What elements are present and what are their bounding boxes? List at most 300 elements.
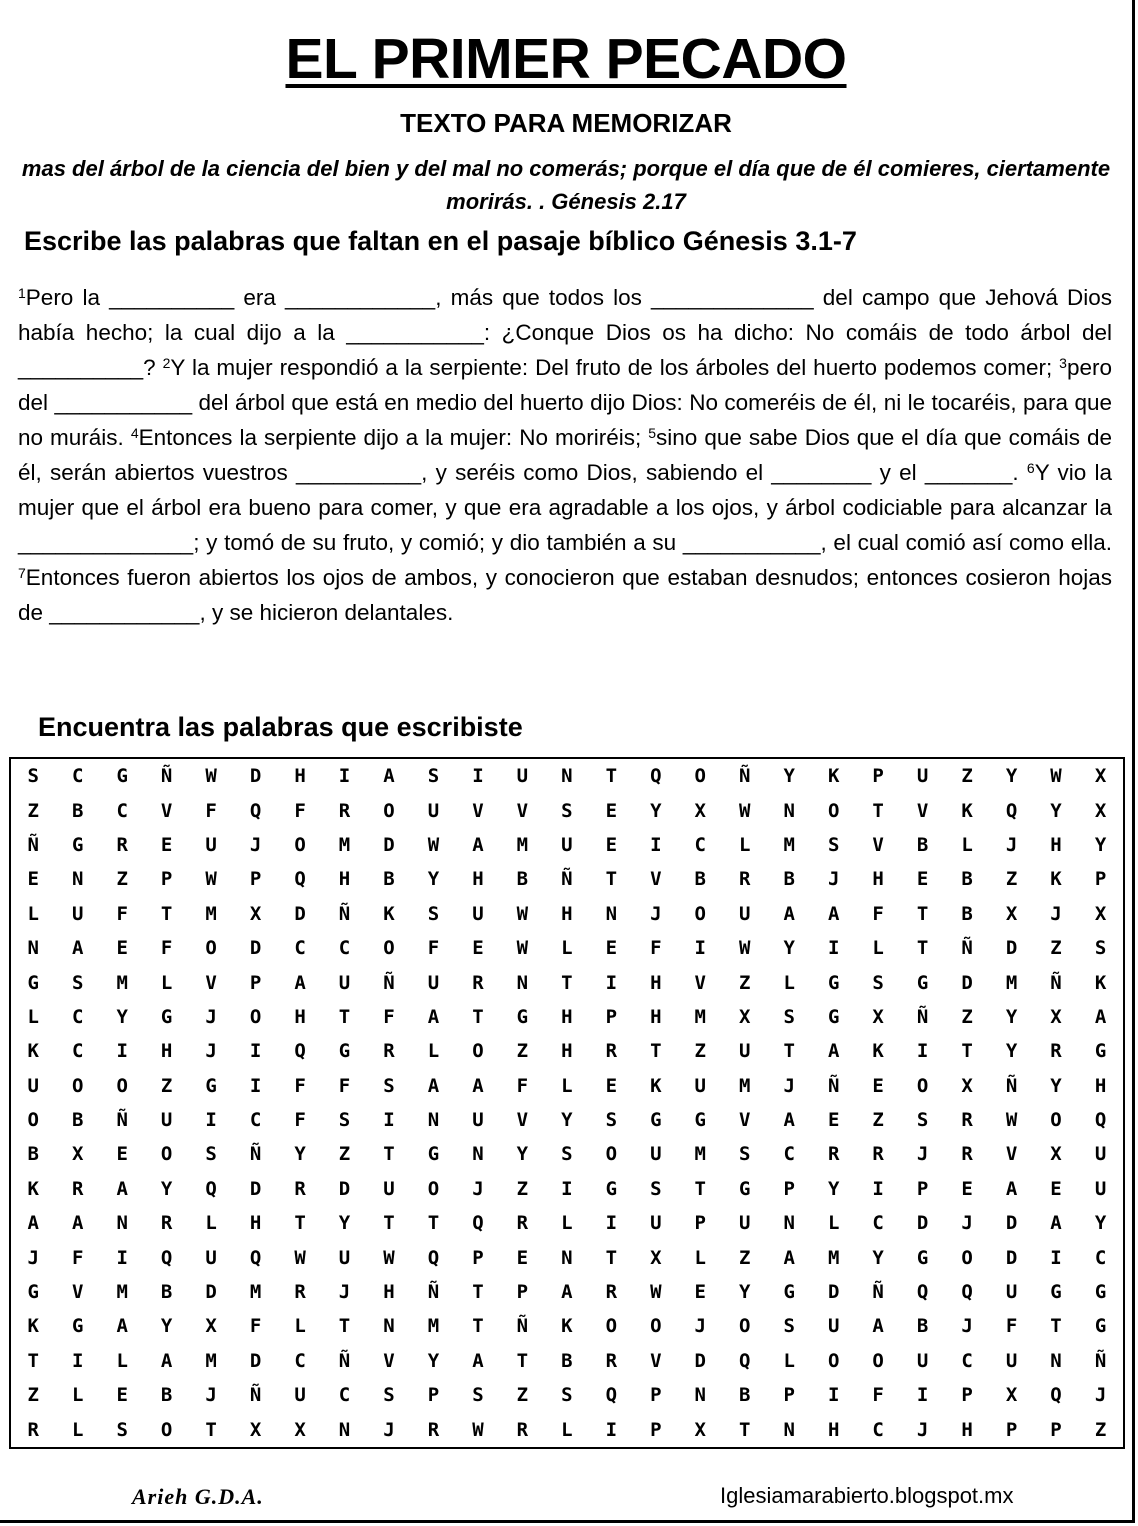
grid-letter[interactable]: Ñ [383,971,395,994]
grid-letter[interactable]: E [605,1074,618,1097]
grid-letter[interactable]: M [205,1349,217,1372]
grid-letter[interactable]: O [160,1418,173,1441]
grid-letter[interactable]: P [1050,1418,1062,1441]
grid-letter[interactable]: M [249,1281,262,1304]
grid-letter[interactable]: S [561,1384,573,1407]
grid-letter[interactable]: P [694,1212,706,1235]
grid-letter[interactable]: F [872,1384,884,1407]
grid-letter[interactable]: P [1005,1418,1018,1441]
grid-letter[interactable]: F [294,799,306,822]
grid-letter[interactable]: D [249,765,262,788]
grid-letter[interactable]: S [427,902,440,925]
grid-letter[interactable]: A [783,1246,795,1269]
grid-letter[interactable]: U [916,765,929,788]
grid-letter[interactable]: Y [1094,1212,1107,1235]
grid-letter[interactable]: M [205,902,217,925]
grid-letter[interactable]: Ñ [338,1349,351,1372]
grid-letter[interactable]: G [827,971,840,994]
grid-letter[interactable]: U [694,1074,706,1097]
grid-letter[interactable]: E [160,833,173,856]
grid-letter[interactable]: E [827,1109,840,1132]
grid-letter[interactable]: K [650,1074,662,1097]
grid-letter[interactable]: O [650,1315,662,1338]
grid-letter[interactable]: U [338,1246,351,1269]
grid-letter[interactable]: I [605,1212,618,1235]
grid-letter[interactable]: Ñ [1005,1074,1018,1097]
grid-letter[interactable]: C [338,1384,351,1407]
grid-letter[interactable]: Y [116,1005,128,1028]
grid-letter[interactable]: S [739,1143,751,1166]
grid-letter[interactable]: G [160,1005,173,1028]
grid-letter[interactable]: E [472,937,484,960]
grid-letter[interactable]: Ñ [872,1281,884,1304]
grid-letter[interactable]: A [1094,1005,1107,1028]
grid-letter[interactable]: P [961,1384,973,1407]
grid-letter[interactable]: V [1005,1143,1018,1166]
grid-letter[interactable]: R [71,1177,84,1200]
grid-letter[interactable]: U [1094,1143,1107,1166]
grid-letter[interactable]: Y [338,1212,351,1235]
grid-letter[interactable]: S [1094,937,1107,960]
grid-letter[interactable]: T [605,868,618,891]
grid-letter[interactable]: S [916,1109,929,1132]
grid-letter[interactable]: L [561,937,573,960]
grid-letter[interactable]: Q [294,1040,306,1063]
grid-letter[interactable]: V [739,1109,751,1132]
grid-letter[interactable]: T [1050,1315,1062,1338]
grid-letter[interactable]: T [205,1418,217,1441]
grid-letter[interactable]: X [249,1418,262,1441]
grid-letter[interactable]: T [472,1281,484,1304]
grid-letter[interactable]: V [472,799,484,822]
grid-letter[interactable]: S [605,1109,618,1132]
grid-letter[interactable]: R [160,1212,173,1235]
grid-letter[interactable]: L [71,1418,84,1441]
grid-letter[interactable]: P [872,765,884,788]
grid-letter[interactable]: C [961,1349,973,1372]
grid-letter[interactable]: G [1050,1281,1062,1304]
grid-letter[interactable]: L [694,1246,706,1269]
grid-letter[interactable]: Ñ [249,1143,262,1166]
grid-letter[interactable]: L [427,1040,440,1063]
grid-letter[interactable]: O [605,1315,618,1338]
grid-letter[interactable]: D [916,1212,929,1235]
grid-letter[interactable]: U [1094,1177,1107,1200]
grid-letter[interactable]: L [27,1005,39,1028]
grid-letter[interactable]: Q [472,1212,484,1235]
grid-letter[interactable]: C [294,1349,306,1372]
grid-letter[interactable]: Z [160,1074,173,1097]
grid-letter[interactable]: D [827,1281,840,1304]
grid-letter[interactable]: B [916,1315,929,1338]
grid-letter[interactable]: U [739,1212,751,1235]
grid-letter[interactable]: L [783,1349,795,1372]
grid-letter[interactable]: R [516,1418,529,1441]
grid-letter[interactable]: G [605,1177,618,1200]
grid-letter[interactable]: J [205,1384,217,1407]
grid-letter[interactable]: G [27,1281,39,1304]
grid-letter[interactable]: X [1005,1384,1018,1407]
grid-letter[interactable]: Z [739,1246,751,1269]
grid-letter[interactable]: X [872,1005,884,1028]
grid-letter[interactable]: R [338,799,351,822]
grid-letter[interactable]: R [605,1040,618,1063]
grid-letter[interactable]: U [561,833,573,856]
grid-letter[interactable]: A [472,1074,484,1097]
grid-letter[interactable]: M [116,971,128,994]
grid-letter[interactable]: Z [116,868,128,891]
grid-letter[interactable]: W [294,1246,306,1269]
grid-letter[interactable]: U [827,1315,840,1338]
grid-letter[interactable]: Z [1005,868,1018,891]
grid-letter[interactable]: J [916,1418,929,1441]
grid-letter[interactable]: V [383,1349,395,1372]
grid-letter[interactable]: E [116,1143,128,1166]
grid-letter[interactable]: Y [427,868,440,891]
grid-letter[interactable]: P [783,1384,795,1407]
grid-letter[interactable]: H [561,1040,573,1063]
grid-letter[interactable]: X [650,1246,662,1269]
grid-letter[interactable]: R [472,971,484,994]
grid-letter[interactable]: L [961,833,973,856]
grid-letter[interactable]: P [650,1384,662,1407]
grid-letter[interactable]: S [872,971,884,994]
grid-letter[interactable]: C [872,1418,884,1441]
grid-letter[interactable]: Q [605,1384,618,1407]
grid-letter[interactable]: D [294,902,306,925]
grid-letter[interactable]: V [205,971,217,994]
grid-letter[interactable]: Z [516,1040,529,1063]
grid-letter[interactable]: A [116,1177,128,1200]
grid-letter[interactable]: J [916,1143,929,1166]
grid-letter[interactable]: L [116,1349,128,1372]
grid-letter[interactable]: T [294,1212,306,1235]
grid-letter[interactable]: U [472,1109,484,1132]
grid-letter[interactable]: O [872,1349,884,1372]
grid-letter[interactable]: P [516,1281,529,1304]
grid-letter[interactable]: A [427,1074,440,1097]
grid-letter[interactable]: A [294,971,306,994]
grid-letter[interactable]: Q [739,1349,751,1372]
grid-letter[interactable]: J [694,1315,706,1338]
grid-letter[interactable]: G [650,1109,662,1132]
grid-letter[interactable]: O [249,1005,262,1028]
grid-letter[interactable]: C [783,1143,795,1166]
grid-letter[interactable]: Y [427,1349,440,1372]
grid-letter[interactable]: I [205,1109,217,1132]
grid-letter[interactable]: J [961,1212,973,1235]
grid-letter[interactable]: H [961,1418,973,1441]
grid-letter[interactable]: Q [1005,799,1018,822]
grid-letter[interactable]: U [160,1109,173,1132]
grid-letter[interactable]: I [872,1177,884,1200]
grid-letter[interactable]: T [516,1349,529,1372]
grid-letter[interactable]: N [561,765,573,788]
grid-letter[interactable]: E [116,937,128,960]
grid-letter[interactable]: Z [516,1384,529,1407]
grid-letter[interactable]: K [872,1040,884,1063]
grid-letter[interactable]: K [27,1177,39,1200]
grid-letter[interactable]: A [561,1281,573,1304]
grid-letter[interactable]: I [916,1384,929,1407]
grid-letter[interactable]: L [561,1418,573,1441]
grid-letter[interactable]: Y [1050,1074,1062,1097]
grid-letter[interactable]: K [383,902,395,925]
grid-letter[interactable]: E [27,868,39,891]
grid-letter[interactable]: T [961,1040,973,1063]
grid-letter[interactable]: G [916,971,929,994]
grid-letter[interactable]: G [116,765,128,788]
grid-letter[interactable]: X [71,1143,84,1166]
grid-letter[interactable]: N [694,1384,706,1407]
grid-letter[interactable]: A [383,765,395,788]
grid-letter[interactable]: D [1005,1212,1018,1235]
grid-letter[interactable]: P [916,1177,929,1200]
grid-letter[interactable]: I [71,1349,84,1372]
grid-letter[interactable]: H [1094,1074,1107,1097]
grid-letter[interactable]: U [427,799,440,822]
grid-letter[interactable]: Y [872,1246,884,1269]
grid-letter[interactable]: X [1094,765,1107,788]
grid-letter[interactable]: T [739,1418,751,1441]
grid-letter[interactable]: Ñ [116,1109,128,1132]
grid-letter[interactable]: U [338,971,351,994]
grid-letter[interactable]: Q [1094,1109,1107,1132]
grid-letter[interactable]: H [650,1005,662,1028]
grid-letter[interactable]: R [27,1418,39,1441]
grid-letter[interactable]: D [961,971,973,994]
grid-letter[interactable]: Ñ [516,1315,529,1338]
grid-letter[interactable]: N [27,937,39,960]
grid-letter[interactable]: M [694,1143,706,1166]
grid-letter[interactable]: H [472,868,484,891]
grid-letter[interactable]: D [1005,1246,1018,1269]
grid-letter[interactable]: T [338,1005,351,1028]
grid-letter[interactable]: V [650,868,662,891]
grid-letter[interactable]: I [338,765,351,788]
grid-letter[interactable]: O [27,1109,39,1132]
grid-letter[interactable]: O [294,833,306,856]
grid-letter[interactable]: C [71,765,84,788]
grid-letter[interactable]: I [472,765,484,788]
grid-letter[interactable]: K [1094,971,1107,994]
grid-letter[interactable]: S [472,1384,484,1407]
grid-letter[interactable]: U [427,971,440,994]
grid-letter[interactable]: M [116,1281,128,1304]
grid-letter[interactable]: Ñ [916,1005,929,1028]
grid-letter[interactable]: N [605,902,618,925]
grid-letter[interactable]: I [605,971,618,994]
grid-letter[interactable]: V [160,799,173,822]
grid-letter[interactable]: S [71,971,84,994]
grid-letter[interactable]: K [561,1315,573,1338]
grid-letter[interactable]: F [383,1005,395,1028]
grid-letter[interactable]: F [71,1246,84,1269]
grid-letter[interactable]: T [605,765,618,788]
grid-letter[interactable]: P [249,868,262,891]
grid-letter[interactable]: A [783,902,795,925]
grid-letter[interactable]: U [294,1384,306,1407]
grid-letter[interactable]: M [338,833,351,856]
grid-letter[interactable]: R [961,1109,973,1132]
grid-letter[interactable]: L [739,833,751,856]
grid-letter[interactable]: Z [872,1109,884,1132]
grid-letter[interactable]: E [961,1177,973,1200]
grid-letter[interactable]: Y [827,1177,840,1200]
grid-letter[interactable]: V [872,833,884,856]
grid-letter[interactable]: J [383,1418,395,1441]
grid-letter[interactable]: Q [160,1246,173,1269]
grid-letter[interactable]: R [739,868,751,891]
grid-letter[interactable]: A [472,1349,484,1372]
grid-letter[interactable]: H [650,971,662,994]
grid-letter[interactable]: O [160,1143,173,1166]
grid-letter[interactable]: J [472,1177,484,1200]
grid-letter[interactable]: Z [739,971,751,994]
grid-letter[interactable]: X [249,902,262,925]
grid-letter[interactable]: I [605,1418,618,1441]
grid-letter[interactable]: N [383,1315,395,1338]
grid-letter[interactable]: W [1050,765,1062,788]
grid-letter[interactable]: G [338,1040,351,1063]
grid-letter[interactable]: R [961,1143,973,1166]
grid-letter[interactable]: O [71,1074,84,1097]
grid-letter[interactable]: J [1005,833,1018,856]
grid-letter[interactable]: X [205,1315,217,1338]
grid-letter[interactable]: D [205,1281,217,1304]
grid-letter[interactable]: G [71,1315,84,1338]
grid-letter[interactable]: W [205,765,217,788]
grid-letter[interactable]: J [249,833,262,856]
grid-letter[interactable]: A [427,1005,440,1028]
grid-letter[interactable]: U [1005,1281,1018,1304]
grid-letter[interactable]: B [27,1143,39,1166]
grid-letter[interactable]: S [427,765,440,788]
grid-letter[interactable]: V [516,799,529,822]
grid-letter[interactable]: J [27,1246,39,1269]
grid-letter[interactable]: G [205,1074,217,1097]
grid-letter[interactable]: Ñ [561,868,573,891]
grid-letter[interactable]: P [650,1418,662,1441]
grid-letter[interactable]: C [338,937,351,960]
grid-letter[interactable]: G [27,971,39,994]
grid-letter[interactable]: R [116,833,128,856]
grid-letter[interactable]: V [916,799,929,822]
grid-letter[interactable]: D [383,833,395,856]
grid-letter[interactable]: F [294,1109,306,1132]
grid-letter[interactable]: H [383,1281,395,1304]
grid-letter[interactable]: T [338,1315,351,1338]
grid-letter[interactable]: J [1050,902,1062,925]
grid-letter[interactable]: J [650,902,662,925]
grid-letter[interactable]: L [872,937,884,960]
grid-letter[interactable]: A [783,1109,795,1132]
grid-letter[interactable]: F [249,1315,262,1338]
grid-letter[interactable]: N [472,1143,484,1166]
grid-letter[interactable]: O [1050,1109,1062,1132]
grid-letter[interactable]: B [916,833,929,856]
grid-letter[interactable]: T [872,799,884,822]
grid-letter[interactable]: W [205,868,217,891]
grid-letter[interactable]: X [1094,799,1107,822]
grid-letter[interactable]: X [294,1418,306,1441]
grid-letter[interactable]: G [1094,1315,1107,1338]
grid-letter[interactable]: O [383,799,395,822]
grid-letter[interactable]: I [827,1384,840,1407]
grid-letter[interactable]: W [516,902,529,925]
grid-letter[interactable]: T [916,902,929,925]
grid-letter[interactable]: Ñ [427,1281,440,1304]
grid-letter[interactable]: J [961,1315,973,1338]
grid-letter[interactable]: D [249,1349,262,1372]
grid-letter[interactable]: T [605,1246,618,1269]
grid-letter[interactable]: U [739,902,751,925]
grid-letter[interactable]: B [71,799,84,822]
grid-letter[interactable]: N [783,1212,795,1235]
grid-letter[interactable]: U [516,765,529,788]
grid-letter[interactable]: Ñ [1050,971,1062,994]
grid-letter[interactable]: O [605,1143,618,1166]
grid-letter[interactable]: U [205,833,217,856]
grid-letter[interactable]: A [827,902,840,925]
grid-letter[interactable]: H [1050,833,1062,856]
grid-letter[interactable]: Q [249,1246,262,1269]
grid-letter[interactable]: W [1005,1109,1018,1132]
grid-letter[interactable]: H [294,765,306,788]
grid-letter[interactable]: D [249,937,262,960]
grid-letter[interactable]: V [71,1281,84,1304]
grid-letter[interactable]: T [916,937,929,960]
grid-letter[interactable]: C [694,833,706,856]
grid-letter[interactable]: E [516,1246,529,1269]
grid-letter[interactable]: B [160,1281,173,1304]
grid-letter[interactable]: I [650,833,662,856]
grid-letter[interactable]: B [961,868,973,891]
grid-letter[interactable]: A [27,1212,39,1235]
grid-letter[interactable]: R [605,1349,618,1372]
grid-letter[interactable]: Ñ [827,1074,840,1097]
grid-letter[interactable]: V [516,1109,529,1132]
grid-letter[interactable]: I [827,937,840,960]
grid-letter[interactable]: P [783,1177,795,1200]
grid-letter[interactable]: U [650,1143,662,1166]
grid-letter[interactable]: E [1050,1177,1062,1200]
grid-letter[interactable]: M [827,1246,840,1269]
grid-letter[interactable]: P [427,1384,440,1407]
grid-letter[interactable]: W [383,1246,395,1269]
grid-letter[interactable]: J [827,868,840,891]
grid-letter[interactable]: U [27,1074,39,1097]
grid-letter[interactable]: S [27,765,39,788]
grid-letter[interactable]: X [1005,902,1018,925]
grid-letter[interactable]: R [872,1143,884,1166]
grid-letter[interactable]: W [472,1418,484,1441]
grid-letter[interactable]: W [427,833,440,856]
grid-letter[interactable]: I [249,1074,262,1097]
grid-letter[interactable]: J [783,1074,795,1097]
grid-letter[interactable]: G [516,1005,529,1028]
grid-letter[interactable]: Q [650,765,662,788]
grid-letter[interactable]: A [827,1040,840,1063]
grid-letter[interactable]: X [1050,1143,1062,1166]
grid-letter[interactable]: E [605,799,618,822]
grid-letter[interactable]: Z [1050,937,1062,960]
grid-letter[interactable]: L [561,1074,573,1097]
grid-letter[interactable]: F [116,902,128,925]
grid-letter[interactable]: H [249,1212,262,1235]
grid-letter[interactable]: B [516,868,529,891]
grid-letter[interactable]: W [739,937,751,960]
